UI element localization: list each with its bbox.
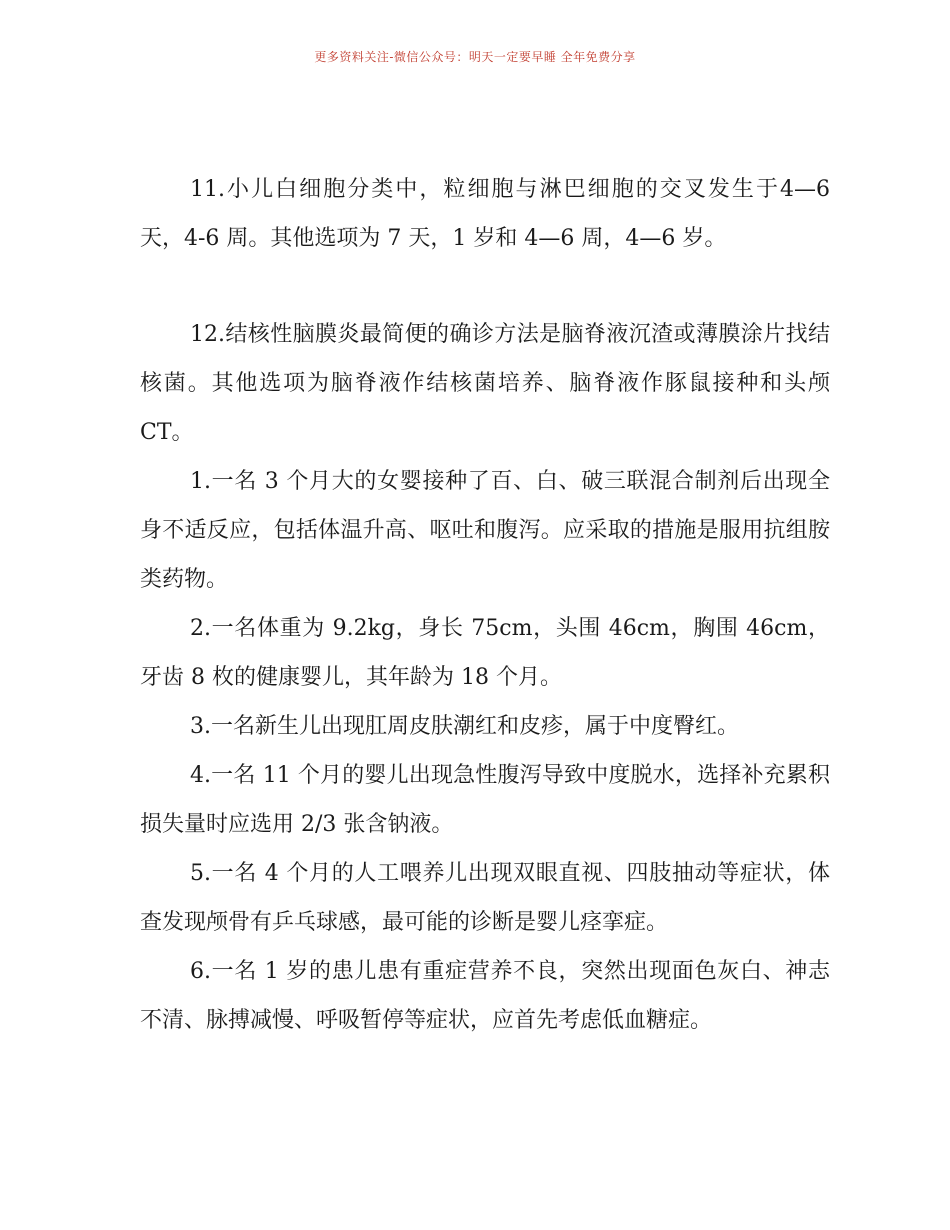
page-header-notice: 更多资料关注-微信公众号：明天一定要早睡 全年免费分享 <box>314 50 636 64</box>
paragraph-case-3: 3.一名新生儿出现肛周皮肤潮红和皮疹，属于中度臀红。 <box>190 714 739 739</box>
paragraph-case-6: 6.一名 1 岁的患儿患有重症营养不良，突然出现面色灰白、神志不清、脉搏减慢、呼吸暂停等症状，应首先考虑低血糖症。 <box>140 959 830 1033</box>
paragraph-12: 12.结核性脑膜炎最简便的确诊方法是脑脊液沉渣或薄膜涂片找结核菌。其他选项为脑脊液作结核菌培养、脑脊液作豚鼠接种和头颅 CT。 <box>140 322 830 445</box>
document-body <box>140 165 830 1045</box>
paragraph-case-2: 2.一名体重为 9.2kg，身长 75cm，头围 46cm，胸围 46cm，牙齿 8 枚的健康婴儿，其年龄为 18 个月。 <box>140 616 830 690</box>
paragraph-case-4: 4.一名 11 个月的婴儿出现急性腹泻导致中度脱水，选择补充累积损失量时应选用 2/3 张含钠液。 <box>140 763 830 837</box>
paragraph-case-5: 5.一名 4 个月的人工喂养儿出现双眼直视、四肢抽动等症状，体查发现颅骨有乒乓球感，最可能的诊断是婴儿痉挛症。 <box>140 861 830 935</box>
paragraph-spacer <box>140 263 830 310</box>
paragraph-case-1: 1.一名 3 个月大的女婴接种了百、白、破三联混合制剂后出现全身不适反应，包括体温升高、呕吐和腹泻。应采取的措施是服用抗组胺类药物。 <box>140 469 830 592</box>
paragraph-11: 11.小儿白细胞分类中，粒细胞与淋巴细胞的交叉发生于4—6 天，4-6 周。其他选项为 7 天，1 岁和 4—6 周，4—6 岁。 <box>140 177 830 251</box>
